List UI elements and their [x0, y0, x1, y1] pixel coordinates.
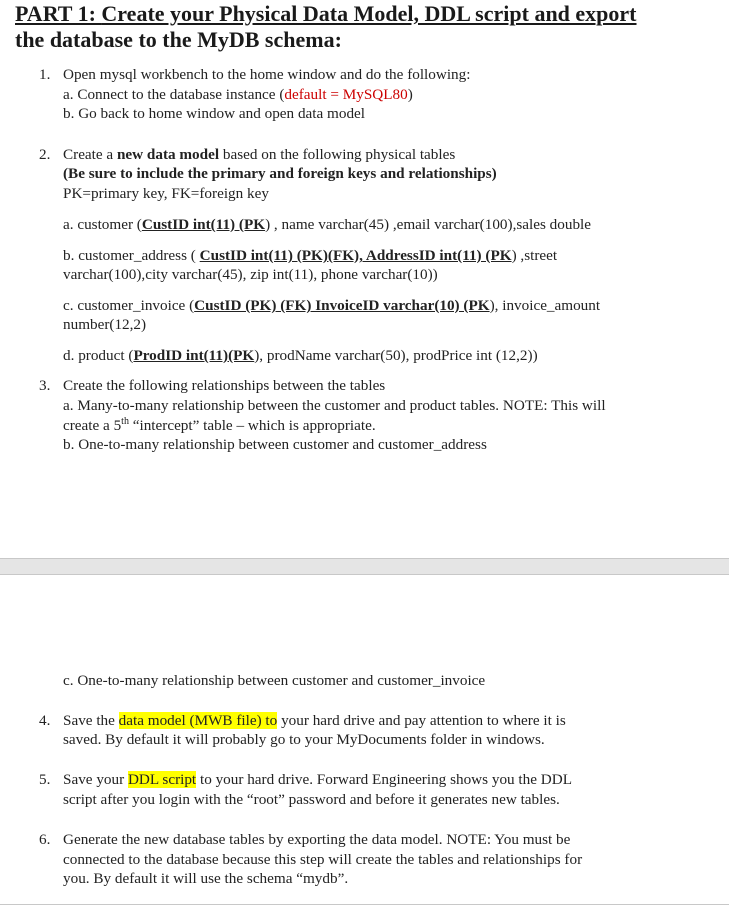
step-1-a	[63, 85, 413, 105]
step-5-line-2: script after you login with the “root” password and before it generates new tables.	[63, 791, 560, 808]
default-instance-label: default = MySQL80	[284, 86, 408, 103]
part-label: PART 1:	[15, 1, 102, 26]
step-3-number: 3.	[39, 377, 51, 394]
step-6-line-3: you. By default it will use the schema “mydb”.	[63, 870, 349, 887]
step-1-b: b. Go back to home window and open data model	[63, 105, 365, 122]
step-6-line-1: Generate the new database tables by exporting the data model. NOTE: You must be	[63, 831, 571, 848]
table-customer-address	[63, 246, 557, 266]
step-5-number: 5.	[39, 771, 51, 788]
step-2-line-2: (Be sure to include the primary and foreign keys and relationships)	[63, 165, 497, 182]
table-customer-invoice-suffix: ), invoice_amount	[489, 297, 601, 314]
step-3-a-line-2	[63, 416, 376, 436]
step-3-a-line-2-prefix: create a 5	[63, 417, 122, 434]
step-4-line-2: saved. By default it will probably go to your MyDocuments folder in windows.	[63, 731, 545, 748]
step-4-prefix: Save the	[63, 712, 119, 729]
page-title	[15, 1, 637, 53]
table-customer-prefix: a. customer (	[63, 216, 142, 233]
step-2-number: 2.	[39, 146, 51, 163]
step-6-number: 6.	[39, 831, 51, 848]
step-1-text: Open mysql workbench to the home window and do the following:	[63, 66, 471, 83]
page-break-separator	[0, 558, 729, 575]
ddl-script-highlight: DDL script	[127, 771, 197, 788]
step-1-a-suffix: )	[407, 86, 413, 103]
data-model-highlight: data model (MWB file) to	[118, 712, 278, 729]
table-customer-invoice-keys: CustID (PK) (FK) InvoiceID varchar(10) (PK	[194, 297, 490, 314]
step-3-c: c. One-to-many relationship between customer and customer_invoice	[63, 672, 486, 689]
step-5-prefix: Save your	[63, 771, 128, 788]
ordinal-suffix: th	[121, 415, 129, 427]
table-customer-address-prefix: b. customer_address (	[63, 247, 200, 264]
new-data-model-emphasis: new data model	[116, 146, 220, 163]
step-4-suffix: your hard drive and pay attention to where it is	[277, 712, 566, 729]
table-customer-invoice-prefix: c. customer_invoice (	[63, 297, 195, 314]
table-product-prefix: d. product (	[63, 347, 134, 364]
step-1-number: 1.	[39, 66, 51, 83]
table-customer	[63, 215, 591, 235]
step-4-line-1	[63, 711, 566, 731]
table-customer-keys: CustID int(11) (PK	[141, 216, 266, 233]
step-1-a-prefix: a. Connect to the database instance (	[63, 86, 285, 103]
step-5-line-1	[63, 770, 572, 790]
table-customer-address-line-2: varchar(100),city varchar(45), zip int(11), phone varchar(10))	[63, 266, 438, 283]
table-customer-invoice	[63, 296, 600, 316]
step-2-line-1-suffix: based on the following physical tables	[219, 146, 456, 163]
table-product	[63, 346, 538, 366]
table-customer-invoice-line-2: number(12,2)	[63, 316, 147, 333]
table-customer-address-keys: CustID int(11) (PK)(FK), AddressID int(11) (PK	[199, 247, 512, 264]
step-2-line-3: PK=primary key, FK=foreign key	[63, 185, 269, 202]
step-3-a-line-2-suffix: “intercept” table – which is appropriate.	[128, 417, 376, 434]
bottom-divider	[0, 904, 729, 905]
step-6-line-2: connected to the database because this step will create the tables and relationships for	[63, 851, 583, 868]
table-customer-columns: ) , name varchar(45) ,email varchar(100),sales double	[265, 216, 592, 233]
step-5-suffix: to your hard drive. Forward Engineering shows you the DDL	[196, 771, 572, 788]
step-3-text: Create the following relationships between the tables	[63, 377, 386, 394]
step-3-b: b. One-to-many relationship between customer and customer_address	[63, 436, 487, 453]
table-customer-address-suffix: ) ,street	[511, 247, 558, 264]
title-line-2: the database to the MyDB schema:	[15, 27, 342, 52]
title-line-1: Create your Physical Data Model, DDL script and export	[101, 1, 637, 26]
table-product-keys: ProdID int(11)(PK	[133, 347, 255, 364]
step-2-line-1	[63, 145, 455, 165]
step-3-a-line-1: a. Many-to-many relationship between the customer and product tables. NOTE: This will	[63, 397, 606, 414]
table-product-columns: ), prodName varchar(50), prodPrice int (12,2))	[254, 347, 538, 364]
step-4-number: 4.	[39, 712, 51, 729]
step-2-line-1-prefix: Create a	[63, 146, 117, 163]
